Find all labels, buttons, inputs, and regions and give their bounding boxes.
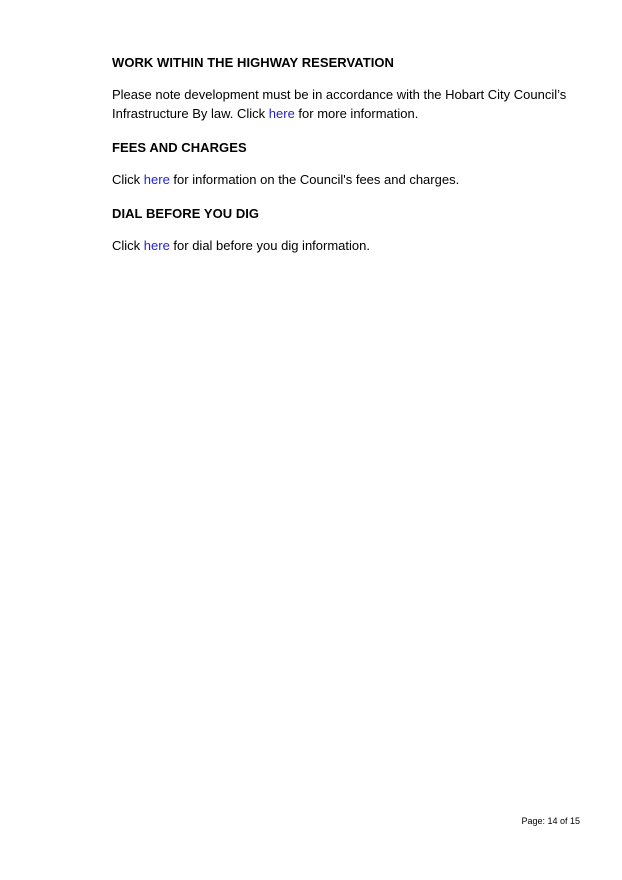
link-dial-before-you-dig[interactable]: here: [143, 238, 170, 253]
paragraph-text: for more information.: [294, 106, 419, 121]
paragraph-highway-reservation: [112, 85, 572, 123]
page-number-footer: Page: 14 of 15: [521, 816, 580, 826]
heading-fees-and-charges: FEES AND CHARGES: [112, 140, 247, 155]
paragraph-fees-and-charges: [112, 170, 572, 189]
paragraph-text: Please note development must be in accordance with the Hobart City Council’s: [112, 87, 567, 102]
paragraph-text: Infrastructure By law. Click: [112, 106, 269, 121]
paragraph-text: Click: [112, 238, 144, 253]
paragraph-dial-before-you-dig: [112, 236, 572, 255]
paragraph-text: for dial before you dig information.: [169, 238, 370, 253]
paragraph-text: Click: [112, 172, 144, 187]
paragraph-text: for information on the Council's fees and charges.: [169, 172, 460, 187]
link-infrastructure-by-law[interactable]: here: [268, 106, 295, 121]
heading-dial-before-you-dig: DIAL BEFORE YOU DIG: [112, 206, 260, 221]
page-content: [112, 55, 572, 255]
link-fees-and-charges[interactable]: here: [143, 172, 170, 187]
heading-highway-reservation: WORK WITHIN THE HIGHWAY RESERVATION: [112, 55, 394, 70]
